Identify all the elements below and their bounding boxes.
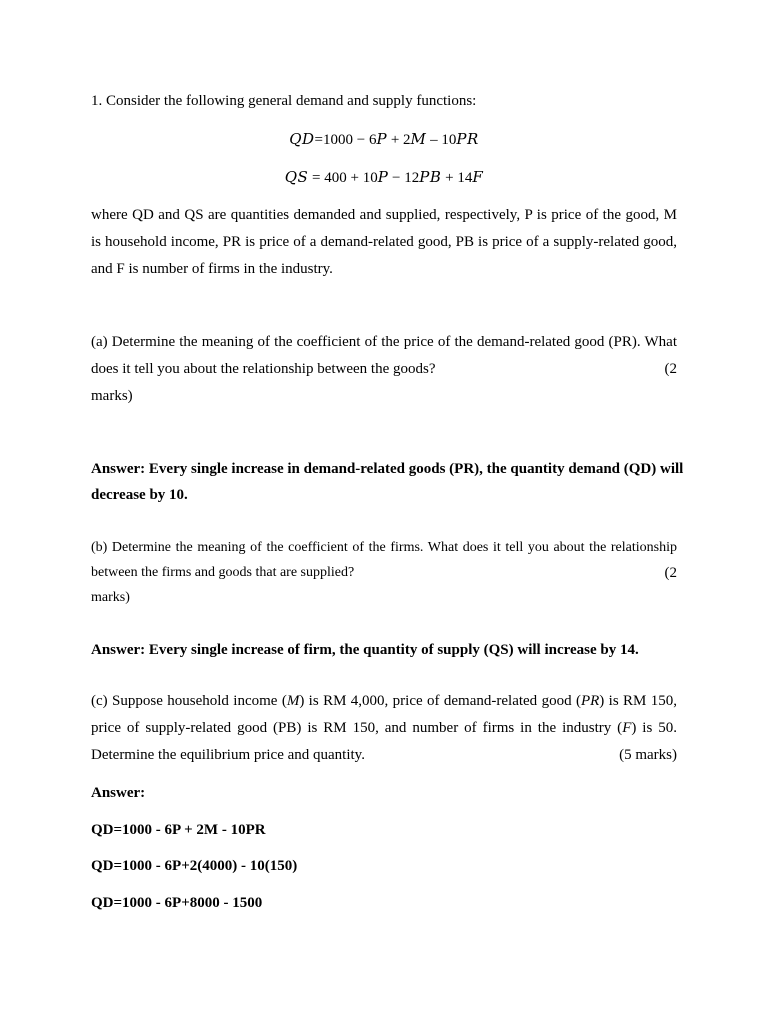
- var-m: M: [286, 693, 300, 709]
- part-c-question: [91, 720, 677, 737]
- eq-qd-var: M: [410, 130, 427, 148]
- part-b-question: between the firms and goods that are supplied?: [91, 565, 355, 580]
- description-line: is household income, PR is price of a demand-related good, PB is price of a supply-related good,: [91, 234, 677, 250]
- eq-qd-part: =1000 − 6: [314, 132, 377, 148]
- eq-qs-part: + 14: [441, 170, 473, 186]
- eq-qd-part: – 10: [426, 132, 457, 148]
- eq-qs-lhs: QS: [284, 168, 309, 186]
- var-pr: PR: [580, 693, 600, 709]
- part-c-marks: (5 marks): [619, 747, 677, 763]
- part-b-marks: (2: [664, 565, 677, 581]
- eq-qs-var: F: [472, 168, 484, 186]
- answer-step: QD=1000 - 6P + 2M - 10PR: [91, 822, 266, 838]
- description-line: where QD and QS are quantities demanded and supplied, respectively, P is price of the good, M: [91, 207, 677, 223]
- answer-step: QD=1000 - 6P+8000 - 1500: [91, 895, 263, 911]
- part-a-answer: decrease by 10.: [91, 487, 188, 503]
- part-b-marks: marks): [91, 590, 130, 605]
- text-run: price of supply-related good (PB) is RM 150, and number of firms in the industry (: [91, 720, 623, 736]
- part-c-question: Determine the equilibrium price and quantity.: [91, 747, 365, 763]
- eq-qs-part: = 400 + 10: [308, 170, 378, 186]
- text-run: ) is RM 4,000, price of demand-related good (: [299, 693, 581, 709]
- eq-qd-var: PR: [456, 130, 479, 148]
- eq-qs-var: P: [377, 168, 389, 186]
- part-a-marks: marks): [91, 388, 133, 404]
- var-f: F: [622, 720, 632, 736]
- part-a-question: (a) Determine the meaning of the coefficient of the price of the demand-related good (PR). What: [91, 334, 677, 350]
- part-a-marks: (2: [664, 361, 677, 377]
- eq-qs-part: − 12: [388, 170, 420, 186]
- supply-equation: [91, 168, 677, 187]
- question-intro: 1. Consider the following general demand and supply functions:: [91, 93, 477, 109]
- part-b-question: (b) Determine the meaning of the coefficient of the firms. What does it tell you about the relationship: [91, 540, 677, 555]
- part-c-question: [91, 693, 677, 710]
- demand-equation: [91, 130, 677, 149]
- eq-qd-lhs: QD: [289, 130, 315, 148]
- part-a-answer: Answer: Every single increase in demand-related goods (PR), the quantity demand (QD) will: [91, 461, 684, 477]
- text-run: ) is RM 150,: [599, 693, 678, 709]
- description-line: and F is number of firms in the industry.: [91, 261, 333, 277]
- answer-step: QD=1000 - 6P+2(4000) - 10(150): [91, 858, 298, 874]
- part-c-answer-label: Answer:: [91, 785, 146, 801]
- text-run: (c) Suppose household income (: [91, 693, 287, 709]
- eq-qd-var: P: [376, 130, 388, 148]
- part-a-question: does it tell you about the relationship between the goods?: [91, 361, 436, 377]
- part-b-answer: Answer: Every single increase of firm, the quantity of supply (QS) will increase by 14.: [91, 642, 639, 658]
- eq-qs-var: PB: [419, 168, 442, 186]
- eq-qd-part: + 2: [387, 132, 411, 148]
- text-run: ) is 50.: [631, 720, 677, 736]
